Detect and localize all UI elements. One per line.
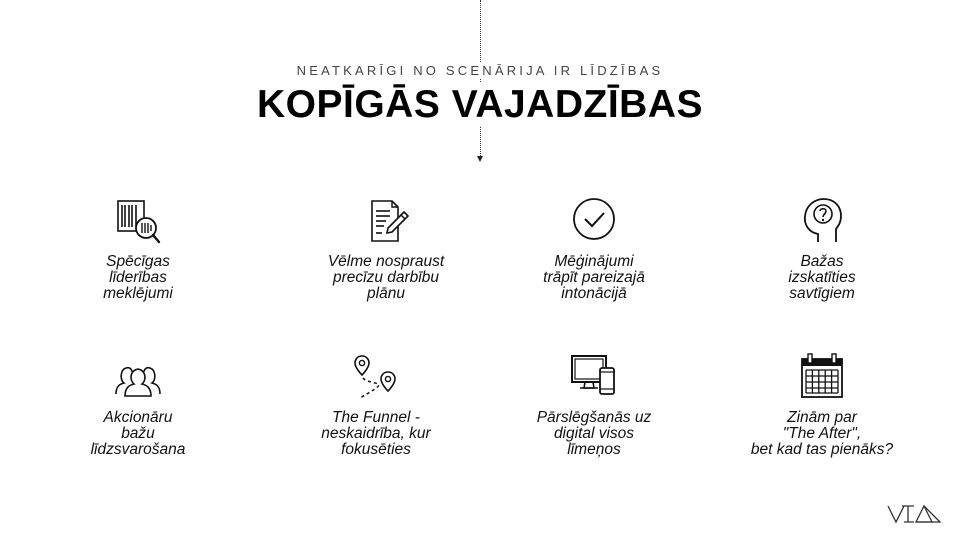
barcode-search-icon <box>112 196 164 248</box>
need-label: Bažas izskatīties savtīgiem <box>788 253 856 302</box>
devices-icon <box>568 352 620 404</box>
need-label: Mēģinājumi trāpīt pareizajā intonācijā <box>543 253 645 302</box>
need-label: The Funnel - neskaidrība, kur fokusēties <box>321 409 431 458</box>
need-item-plan <box>296 196 476 302</box>
need-item-funnel <box>286 352 466 458</box>
need-label: Spēcīgas līderības meklējumi <box>103 253 173 302</box>
vertical-dotted-line <box>480 0 481 158</box>
document-edit-icon <box>360 196 412 248</box>
page-title: KOPĪGĀS VAJADZĪBAS <box>0 83 960 127</box>
need-item-after <box>732 352 912 458</box>
route-pins-icon <box>350 352 402 404</box>
checkmark-circle-icon <box>568 196 620 248</box>
need-item-digital <box>504 352 684 458</box>
need-label: Akcionāru bažu līdzsvarošana <box>90 409 186 458</box>
need-item-selfish <box>732 196 912 302</box>
need-item-shareholders <box>48 352 228 458</box>
brand-logo-icon <box>886 503 942 525</box>
need-label: Vēlme nospraust precīzu darbību plānu <box>327 253 445 302</box>
page-subtitle: NEATKARĪGI NO SCENĀRIJA IR LĪDZĪBAS <box>0 63 960 78</box>
need-label: Pārslēgšanās uz digital visos līmeņos <box>536 409 652 458</box>
people-group-icon <box>112 352 164 404</box>
need-item-intonation <box>504 196 684 302</box>
need-item-leadership <box>48 196 228 302</box>
head-question-icon <box>796 196 848 248</box>
arrow-down-icon <box>477 156 483 162</box>
calendar-icon <box>796 352 848 404</box>
need-label: Zinām par "The After", bet kad tas pienāks? <box>750 409 894 458</box>
